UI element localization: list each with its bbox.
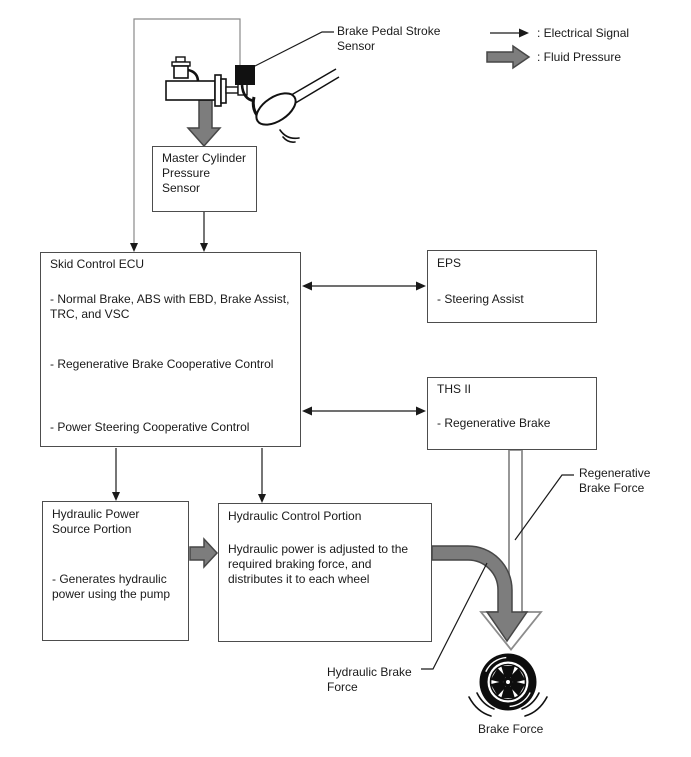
arrowhead-into-hydpower bbox=[112, 492, 120, 501]
hub-center-icon bbox=[506, 680, 510, 684]
legend-fluid-label: : Fluid Pressure bbox=[537, 50, 622, 64]
box-skid-control-ecu bbox=[40, 252, 301, 447]
arrowhead-to-ths-from-ecu bbox=[416, 407, 426, 416]
box-ths-ii bbox=[427, 377, 597, 450]
reservoir-tube-icon bbox=[188, 70, 198, 82]
arrowhead-mc-sensor-into-ecu bbox=[200, 243, 208, 252]
callout-brake-force: Brake Force bbox=[478, 722, 544, 736]
box-item: - Regenerative Brake bbox=[437, 416, 551, 430]
box-item: - Normal Brake, ABS with EBD, Brake Assist, TRC, and VSC bbox=[50, 292, 290, 321]
callout-regenerative-brake-force: Regenerative Brake Force bbox=[579, 466, 651, 495]
reservoir-cup-icon bbox=[174, 66, 188, 78]
callout-hydraulic-brake-force: Hydraulic Brake Force bbox=[327, 665, 412, 694]
box-title: THS II bbox=[437, 382, 472, 396]
box-item: Hydraulic power is adjusted to the required braking force, and distributes it to each wheel bbox=[228, 542, 409, 586]
box-hydraulic-control bbox=[218, 503, 432, 642]
box-title: Master Cylinder Pressure Sensor bbox=[162, 151, 247, 195]
arrowhead-into-hydcontrol bbox=[258, 494, 266, 503]
cylinder-flange-icon bbox=[215, 75, 221, 106]
fluid-arrow-power-to-control bbox=[190, 539, 217, 567]
box-item: - Steering Assist bbox=[437, 292, 524, 306]
arrowhead-to-ecu-from-ths bbox=[302, 407, 312, 416]
fluid-arrow-cylinder-to-sensor bbox=[188, 100, 220, 146]
legend-electrical-arrowhead bbox=[519, 29, 529, 38]
box-title: Skid Control ECU bbox=[50, 257, 145, 271]
stroke-sensor-icon bbox=[235, 65, 255, 85]
legend-electrical-label: : Electrical Signal bbox=[537, 26, 630, 40]
legend-fluid-arrow-icon bbox=[487, 46, 529, 68]
arrowhead-to-eps-from-ecu bbox=[416, 282, 426, 291]
box-title: EPS bbox=[437, 256, 462, 270]
box-eps bbox=[427, 250, 597, 323]
callout-brake-pedal-stroke-sensor: Brake Pedal Stroke Sensor bbox=[337, 24, 441, 53]
box-item: - Regenerative Brake Cooperative Control bbox=[50, 357, 274, 371]
pushrod-icon bbox=[226, 87, 238, 93]
cylinder-ring-icon bbox=[221, 79, 226, 103]
box-item: - Generates hydraulic power using the pump bbox=[52, 572, 171, 601]
reservoir-cap-icon bbox=[176, 57, 185, 62]
box-hydraulic-power-source bbox=[42, 501, 189, 641]
leader-regenerative-brake-force bbox=[515, 475, 574, 540]
box-item: - Power Steering Cooperative Control bbox=[50, 420, 250, 434]
leader-brake-pedal-stroke-sensor bbox=[253, 32, 334, 67]
box-master-cylinder-pressure-sensor bbox=[152, 146, 257, 212]
cylinder-body-icon bbox=[166, 81, 215, 100]
arrowhead-to-ecu-from-eps bbox=[302, 282, 312, 291]
box-title: Hydraulic Control Portion bbox=[228, 509, 362, 523]
arrowhead-pedal-signal-into-ecu bbox=[130, 243, 138, 252]
box-title: Hydraulic Power Source Portion bbox=[52, 507, 140, 536]
